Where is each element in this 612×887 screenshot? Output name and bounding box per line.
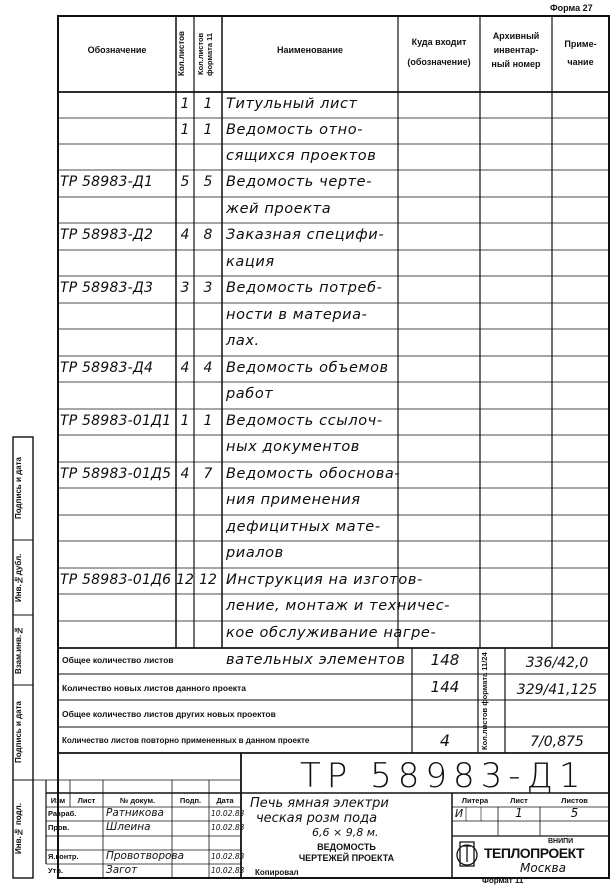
stamp-col-sign: Подп.	[179, 796, 202, 805]
row-sheets-a11: 3	[203, 280, 213, 296]
row-name: лах.	[226, 333, 260, 349]
format-value-3: 7/0,875	[530, 734, 584, 750]
row-sheets-a11: 4	[203, 360, 213, 376]
row-code: ТР 58983-Д1	[60, 174, 154, 190]
stamp-person-name: Шлеина	[106, 821, 151, 833]
list-header: Лист	[510, 796, 528, 805]
row-name: работ	[226, 386, 274, 402]
row-code: ТР 58983-Д4	[60, 360, 154, 376]
row-code: ТР 58983-01Д5	[60, 466, 172, 482]
header-note-1: Приме-	[564, 39, 597, 49]
row-name: Ведомость черте-	[226, 174, 373, 190]
header-note-2: чание	[567, 57, 594, 67]
title-line-1: Печь ямная электри	[250, 796, 389, 811]
row-name: Инструкция на изготов-	[226, 572, 423, 588]
list-value: 1	[515, 806, 523, 820]
stamp-role: Разраб.	[48, 809, 77, 818]
stamp-date: 10.02.83	[211, 809, 245, 818]
row-sheets-a11: 5	[203, 174, 213, 190]
row-sheets-a11: 12	[199, 572, 217, 588]
summary-label-other: Общее количество листов других новых проектов	[62, 709, 276, 719]
row-name: Ведомость объемов	[226, 360, 389, 376]
summary-label-reused: Количество листов повторно примененных в данном проекте	[62, 736, 310, 745]
header-archive-3: ный номер	[491, 59, 541, 69]
row-name: Заказная специфи-	[226, 227, 385, 243]
row-name: Ведомость ссылоч-	[226, 413, 383, 429]
summary-value-total: 148	[430, 651, 460, 669]
summary-label-new: Количество новых листов данного проекта	[62, 683, 246, 693]
org-city: Москва	[520, 861, 566, 875]
title-line-5: ЧЕРТЕЖЕЙ ПРОЕКТА	[298, 853, 395, 863]
row-sheets: 5	[180, 174, 190, 190]
footer-format: Формат 11	[482, 876, 524, 885]
row-name: ния применения	[226, 492, 361, 508]
listov-header: Листов	[561, 796, 588, 805]
stamp-date: 10.02.83	[211, 852, 245, 861]
row-sheets-a11: 7	[203, 466, 213, 482]
row-sheets: 12	[176, 572, 194, 588]
header-sheets: Кол.листов	[177, 31, 186, 77]
row-code: ТР 58983-01Д6	[60, 572, 172, 588]
row-name: сящихся проектов	[226, 148, 377, 164]
row-name: Титульный лист	[226, 96, 358, 112]
row-sheets-a11: 1	[203, 96, 213, 112]
row-name: вательных элементов	[226, 652, 406, 668]
summary-value-reused: 4	[439, 731, 451, 750]
row-code: ТР 58983-01Д1	[60, 413, 172, 429]
row-sheets: 1	[180, 413, 190, 429]
summary-value-new: 144	[430, 678, 460, 696]
row-name: дефицитных мате-	[226, 519, 381, 535]
row-sheets-a11: 1	[203, 122, 213, 138]
header-where-1: Куда входит	[411, 37, 467, 47]
side-label-replace-inv: Взам.инв.№	[14, 625, 23, 675]
row-sheets: 1	[180, 122, 190, 138]
side-label-sign-1: Подпись и дата	[14, 701, 23, 764]
format-value-1: 336/42,0	[525, 655, 589, 671]
header-name: Наименование	[276, 45, 344, 55]
row-name: Ведомость обоснова-	[226, 466, 401, 482]
row-name: ности в материа-	[226, 307, 368, 323]
title-line-2: ческая розм пода	[256, 811, 378, 826]
stamp-col-docno: № докум.	[119, 796, 156, 805]
row-sheets: 3	[180, 280, 190, 296]
stamp-role: Пров.	[48, 823, 70, 832]
stamp-person-name: Провотворова	[106, 850, 185, 862]
org-name: ТЕПЛОПРОЕКТ	[484, 845, 585, 861]
row-name: Ведомость потреб-	[226, 280, 383, 296]
org-top: ВНИПИ	[548, 838, 574, 845]
stamp-col-date: Дата	[216, 796, 234, 805]
stamp-col-sheet: Лист	[77, 796, 96, 805]
row-name: Ведомость отно-	[226, 122, 364, 138]
stamp-date: 10.02.83	[211, 823, 245, 832]
stamp-role: Я.контр.	[48, 852, 79, 861]
title-line-3: 6,6 × 9,8 м.	[312, 826, 379, 839]
doc-code: ТР 58983-Д1	[300, 756, 587, 796]
header-archive-1: Архивный	[492, 31, 540, 41]
form-label: Форма 27	[550, 3, 593, 13]
row-name: риалов	[226, 545, 284, 561]
row-sheets-a11: 1	[203, 413, 213, 429]
stamp-date: 10.02.83	[211, 866, 245, 875]
litera-value: И	[454, 807, 464, 820]
listov-value: 5	[570, 806, 579, 820]
format-label: Кол.листов формата 11/24	[480, 652, 489, 750]
side-label-inv-orig: Инв.№ подл.	[14, 803, 23, 855]
row-name: ных документов	[226, 439, 360, 455]
stamp-col-change: Изм	[50, 796, 66, 805]
row-name: ление, монтаж и техничес-	[226, 598, 451, 614]
row-sheets: 1	[180, 96, 190, 112]
header-where-2: (обозначение)	[407, 57, 471, 67]
row-sheets: 4	[180, 360, 190, 376]
row-sheets: 4	[180, 466, 190, 482]
row-code: ТР 58983-Д3	[60, 280, 154, 296]
stamp-person-name: Ратникова	[106, 807, 164, 819]
row-sheets: 4	[180, 227, 190, 243]
stamp-person-name: Загот	[106, 864, 138, 876]
summary-label-total: Общее количество листов	[62, 655, 174, 665]
row-name: жей проекта	[226, 201, 332, 217]
header-archive-2: инвентар-	[493, 45, 539, 55]
header-designation: Обозначение	[87, 45, 147, 55]
litera-header: Литера	[461, 796, 489, 805]
row-code: ТР 58983-Д2	[60, 227, 154, 243]
side-label-inv-dup: Инв.№дубл.	[14, 553, 23, 602]
row-name: кация	[226, 254, 275, 270]
header-sheets-a11: Кол.листов формата 11	[196, 32, 214, 76]
footer-copied: Копировал	[255, 868, 299, 877]
side-label-sign-2: Подпись и дата	[14, 457, 23, 520]
title-line-4: ВЕДОМОСТЬ	[317, 842, 376, 852]
row-name: кое обслуживание нагре-	[226, 625, 437, 641]
format-value-2: 329/41,125	[516, 682, 598, 698]
stamp-role: Утв.	[48, 866, 64, 875]
row-sheets-a11: 8	[203, 227, 213, 243]
